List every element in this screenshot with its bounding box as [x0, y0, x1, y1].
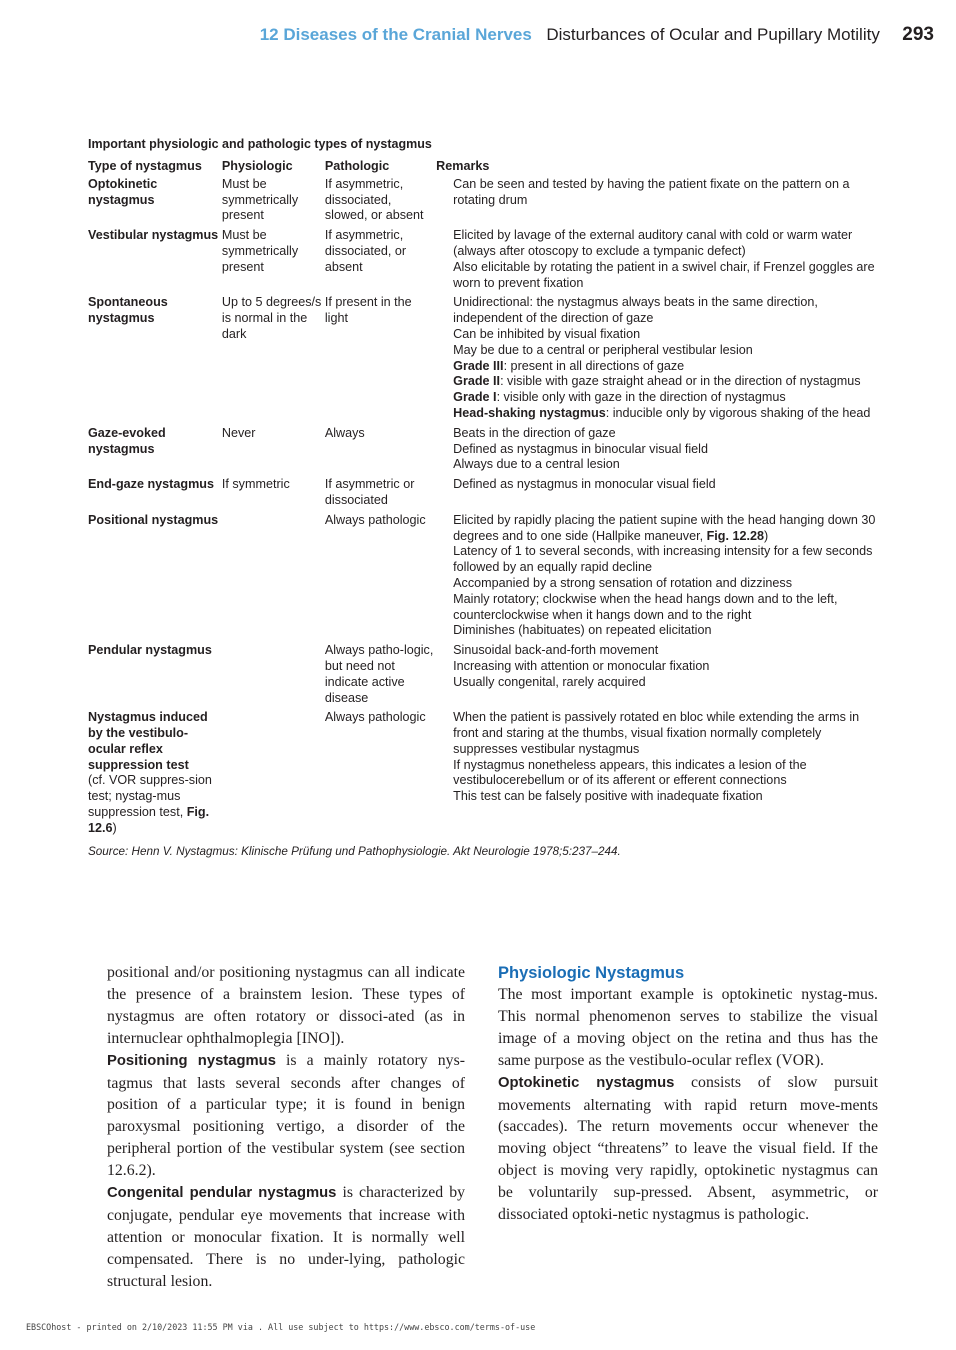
table-row: [88, 477, 878, 513]
remark-line: [453, 343, 878, 359]
remark-line: [453, 426, 878, 442]
remark-line: [453, 406, 878, 422]
paragraph-text: is characterized by conjugate, pendular eye movements that increase with attention or monocular fixation. It is normally well compensated. There is no under-lying, pathologic structural lesion.: [107, 1184, 465, 1290]
type-name: Pendular nystagmus: [88, 643, 212, 658]
figure-ref: Fig. 12.28: [706, 528, 764, 543]
running-header: [0, 24, 934, 48]
remark-term: Head-shaking nystagmus: [453, 405, 606, 420]
table-row: [88, 295, 878, 425]
remark-text: If nystagmus nonetheless appears, this indicates a lesion of the vestibulocerebellum or of its afferent or efferent connections: [453, 757, 807, 788]
cell-remarks: [436, 513, 878, 643]
cell-type: [88, 177, 222, 228]
type-name: End-gaze nystagmus: [88, 477, 214, 492]
cell-type: [88, 477, 222, 513]
remark-text: Defined as nystagmus in binocular visual field: [453, 441, 708, 456]
remark-line: [453, 327, 878, 343]
table-header-row: [88, 159, 878, 177]
table-row: [88, 426, 878, 477]
remark-text: : present in all directions of gaze: [503, 358, 685, 373]
nystagmus-table: [88, 159, 878, 841]
table-row: [88, 513, 878, 643]
column-header: Remarks: [436, 159, 490, 173]
cell-pathologic: If asymmetric, dissociated, slowed, or absent: [324, 176, 424, 223]
cell-physiologic: [222, 643, 325, 710]
cell-physiologic: [222, 710, 325, 840]
cell-type: [88, 426, 222, 477]
remark-term: Grade I: [453, 390, 497, 405]
cell-type: [88, 513, 222, 643]
remark-line: [453, 623, 878, 639]
term-lead: Congenital pendular nystagmus: [107, 1185, 337, 1202]
paragraph: [107, 1182, 465, 1293]
cell-physiologic: Never: [221, 425, 256, 440]
body-column-right: [498, 962, 878, 1226]
remark-text-end: ): [764, 528, 769, 543]
cell-remarks: [436, 710, 878, 840]
type-name: Spontaneous nystagmus: [88, 295, 168, 326]
remark-text: Increasing with attention or monocular fixation: [453, 658, 710, 673]
cell-physiologic: Must be symmetrically present: [221, 176, 299, 223]
page-number: 293: [902, 24, 934, 45]
remark-text: Can be inhibited by visual fixation: [453, 326, 641, 341]
remark-text: Unidirectional: the nystagmus always beats in the same direction, independent of the direction of gaze: [453, 295, 818, 326]
cell-pathologic: Always: [324, 425, 365, 440]
cell-pathologic: If asymmetric or dissociated: [324, 477, 415, 507]
remark-line: [453, 592, 878, 624]
term-lead: Positioning nystagmus: [107, 1052, 276, 1069]
remark-text: Beats in the direction of gaze: [453, 425, 616, 440]
cell-pathologic: If present in the light: [324, 295, 412, 326]
remark-text: Diminishes (habituates) on repeated elicitation: [453, 623, 712, 638]
section-heading: Physiologic Nystagmus: [498, 964, 685, 982]
remark-line: [453, 477, 878, 493]
remark-text: Elicited by lavage of the external auditory canal with cold or warm water (always after otoscopy to exclude a tympanic defect): [453, 228, 853, 258]
remark-line: [453, 643, 878, 659]
table-source: Source: Henn V. Nystagmus: Klinische Prüfung und Pathophysiologie. Akt Neurologie 1978;5:237–244.: [88, 844, 621, 858]
print-footer: EBSCOhost - printed on 2/10/2023 11:55 PM via . All use subject to https://www.ebsco.com/terms-of-use: [26, 1322, 536, 1332]
remark-line: [453, 177, 878, 209]
remark-text: Sinusoidal back-and-forth movement: [453, 643, 659, 658]
remark-text: : visible only with gaze in the direction of nystagmus: [496, 390, 786, 405]
remark-line: [453, 513, 878, 545]
remark-text: This test can be falsely positive with inadequate fixation: [453, 789, 763, 804]
remark-text: : visible with gaze straight ahead or in the direction of nystagmus: [500, 374, 861, 389]
cell-pathologic: If asymmetric, dissociated, or absent: [324, 228, 407, 274]
remark-line: [453, 374, 878, 390]
cell-pathologic: Always patho-logic, but need not indicate active disease: [324, 643, 434, 705]
remark-text: Mainly rotatory; clockwise when the head hangs down and to the left, counterclockwise when it hangs down and to the right: [453, 591, 838, 622]
cell-remarks: [436, 426, 878, 477]
remark-line: [453, 710, 878, 757]
remark-text: Usually congenital, rarely acquired: [453, 674, 646, 689]
remark-text: Elicited by rapidly placing the patient supine with the head hanging down 30 degrees and to one side (Hallpike maneuver,: [453, 512, 876, 543]
type-name: Gaze-evoked nystagmus: [88, 425, 166, 456]
section-title: Disturbances of Ocular and Pupillary Motility: [546, 25, 880, 44]
remark-line: [453, 442, 878, 458]
column-header: Physiologic: [221, 159, 293, 173]
cell-remarks: [436, 477, 878, 513]
cell-physiologic: Up to 5 degrees/s is normal in the dark: [221, 295, 322, 341]
cell-remarks: [436, 228, 878, 295]
remark-line: [453, 544, 878, 576]
column-header: Type of nystagmus: [88, 159, 202, 173]
remark-line: [453, 359, 878, 375]
remark-line: [453, 576, 878, 592]
cell-remarks: [436, 177, 878, 228]
remark-text: Defined as nystagmus in monocular visual field: [453, 477, 716, 492]
term-lead: Optokinetic nystagmus: [498, 1074, 675, 1091]
cell-pathologic: Always pathologic: [324, 512, 426, 527]
table-row: [88, 228, 878, 295]
cell-physiologic: [222, 513, 325, 643]
paragraph-text: consists of slow pursuit movements alternating with rapid return move-ments (saccades). The return movements occur whenever the moving object “threatens” to leave the visual field. If the object is moving very rapidly, optokinetic nystagmus can be voluntarily sup-pressed. Absent, asymmetric, or dissociated optoki-netic nystagmus is pathologic.: [498, 1073, 878, 1224]
column-header: Pathologic: [324, 159, 390, 173]
table-row: [88, 710, 878, 840]
table-row: [88, 643, 878, 710]
paragraph: [498, 1072, 878, 1226]
type-name: Nystagmus induced by the vestibulo-ocular reflex suppression test: [88, 710, 208, 772]
remark-text: Latency of 1 to several seconds, with increasing intensity for a few seconds followed by an equally rapid decline: [453, 544, 873, 575]
remark-text: May be due to a central or peripheral vestibular lesion: [453, 342, 753, 357]
body-column-left: [107, 962, 465, 1293]
remark-text: Accompanied by a strong sensation of rotation and dizziness: [453, 575, 792, 590]
type-name: Positional nystagmus: [88, 512, 219, 527]
cell-type: [88, 295, 222, 425]
remark-line: [453, 675, 878, 691]
paragraph: [107, 1050, 465, 1182]
remark-line: [453, 390, 878, 406]
remark-text: Can be seen and tested by having the patient fixate on the pattern on a rotating drum: [453, 176, 850, 207]
cell-type: [88, 643, 222, 710]
cell-type: [88, 710, 222, 840]
remark-text: : inducible only by vigorous shaking of the head: [605, 405, 871, 420]
paragraph-text: is a mainly rotatory nys-tagmus that lasts several seconds after changes of position of a particular type; it is found in benign paroxysmal positioning vertigo, a disorder of the peripheral portion of the vestibular system (see section 12.6.2).: [107, 1051, 465, 1180]
type-note-end: ): [112, 820, 117, 835]
chapter-title: 12 Diseases of the Cranial Nerves: [259, 25, 532, 44]
table-title: Important physiologic and pathologic types of nystagmus: [88, 137, 432, 151]
remark-line: [453, 228, 878, 260]
remark-line: [453, 260, 878, 292]
table-body: [88, 177, 878, 841]
type-note: [88, 773, 222, 836]
figure-ref: Fig. 12.6: [88, 805, 210, 835]
remark-text: Always due to a central lesion: [453, 457, 620, 472]
paragraph: positional and/or positioning nystagmus can all indicate the presence of a brainstem lesion. These types of nystagmus are often rotatory or dissoci-ated (as in internuclear ophthalmoplegia [INO]).: [107, 964, 465, 1047]
remark-line: [453, 758, 878, 790]
table-row: [88, 177, 878, 228]
remark-text: When the patient is passively rotated en bloc while extending the arms in front and staring at the thumbs, visual fixation normally completely suppresses vestibular nystagmus: [453, 710, 860, 756]
type-name: Vestibular nystagmus: [88, 228, 219, 243]
remark-line: [453, 457, 878, 473]
cell-remarks: [436, 295, 878, 425]
cell-type: [88, 228, 222, 295]
type-name: Optokinetic nystagmus: [88, 176, 158, 207]
remark-text: Also elicitable by rotating the patient in a swivel chair, if Frenzel goggles are worn to prevent fixation: [453, 259, 875, 290]
remark-term: Grade III: [453, 358, 504, 373]
remark-line: [453, 295, 878, 327]
nystagmus-table-box: [88, 137, 878, 858]
cell-pathologic: Always pathologic: [324, 710, 426, 725]
cell-physiologic: Must be symmetrically present: [221, 228, 299, 274]
remark-line: [453, 789, 878, 805]
cell-physiologic: If symmetric: [221, 477, 290, 492]
paragraph: The most important example is optokinetic nystag-mus. This normal phenomenon serves to stabilize the visual image of a moving object on the retina and thus has the same purpose as the vestibulo-ocular reflex (VOR).: [498, 986, 878, 1069]
remark-line: [453, 659, 878, 675]
cell-remarks: [436, 643, 878, 710]
type-note-text: (cf. VOR suppres-sion test; nystag-mus suppression test,: [88, 773, 212, 820]
remark-term: Grade II: [453, 374, 501, 389]
